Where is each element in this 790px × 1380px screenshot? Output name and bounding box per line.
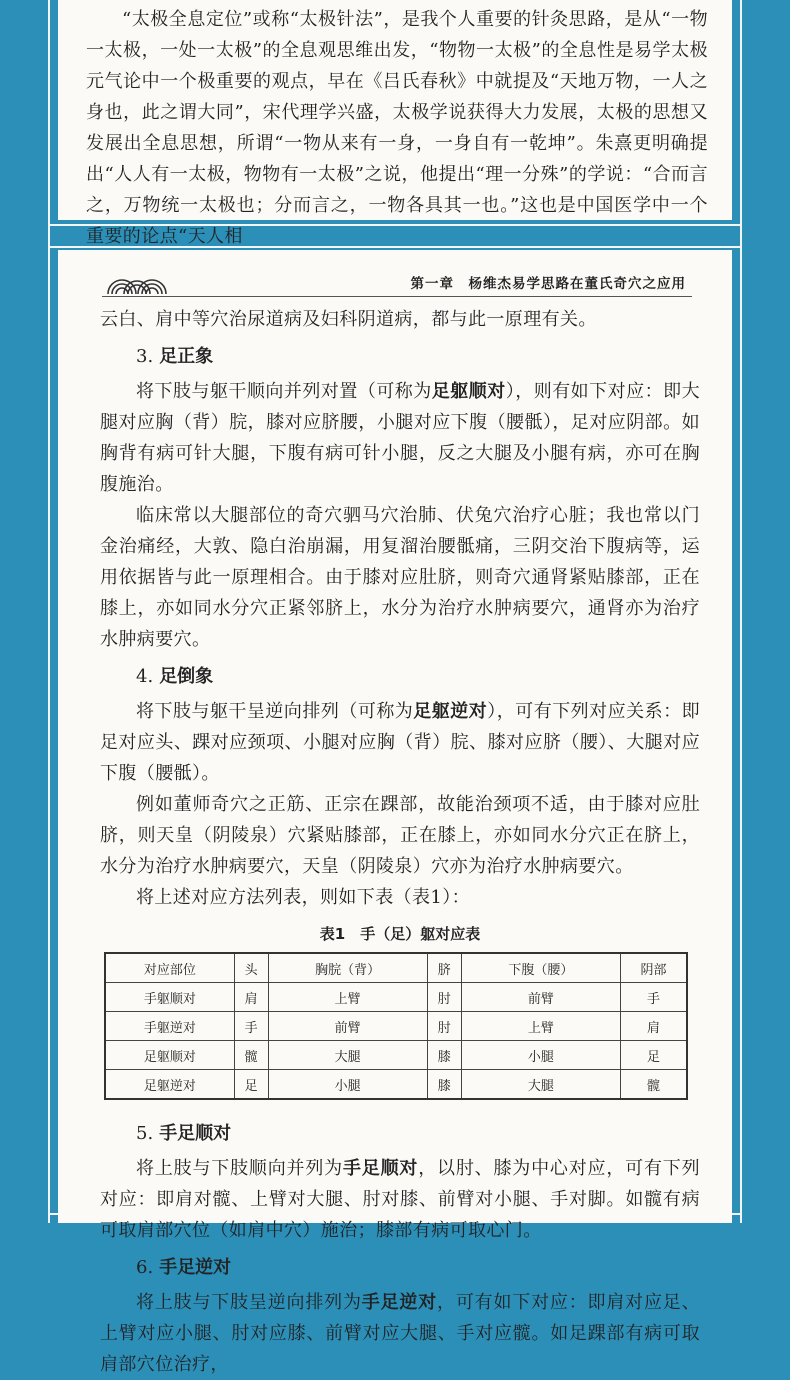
section-5-title bbox=[136, 1118, 700, 1149]
section-4-heading: 足倒象 bbox=[159, 666, 214, 687]
page-main bbox=[58, 250, 732, 1375]
table-cell: 上臂 bbox=[268, 983, 427, 1012]
table-cell: 足 bbox=[234, 1070, 268, 1100]
table-cell: 大腿 bbox=[268, 1041, 427, 1070]
wave-logo-icon bbox=[106, 264, 168, 294]
table-cell: 髋 bbox=[621, 1070, 687, 1100]
table-cell: 前臂 bbox=[461, 983, 620, 1012]
table-cell: 髋 bbox=[234, 1041, 268, 1070]
below-table-block bbox=[100, 1118, 700, 1380]
table-header-cell: 对应部位 bbox=[105, 953, 234, 983]
table-cell: 手 bbox=[234, 1012, 268, 1041]
table-row bbox=[105, 1012, 687, 1041]
section-6-paragraph-1: 将上肢与下肢呈逆向排列为手足逆对，可有如下对应：即肩对应足、上臂对应小腿、肘对应膝、前臂对应大腿、手对应髋。如足踝部有病可取肩部穴位治疗， bbox=[100, 1292, 700, 1375]
section-5-paragraph-1: 将上肢与下肢顺向并列为手足顺对，以肘、膝为中心对应，可有下列对应：即肩对髋、上臂对大腿、肘对膝、前臂对小腿、手对脚。如髋有病可取肩部穴位（如肩中穴）施治；膝部有病可取心门。 bbox=[100, 1158, 701, 1241]
section-3-paragraph-1: 将下肢与躯干顺向并列对置（可称为足躯顺对），则有如下对应：即大腿对应胸（背）脘，膝对应脐腰，小腿对应下腹（腰骶），足对应阴部。如胸背有病可针大腿，下腹有病可针小腿，反之大腿及小腿有病，亦可在胸腹施治。 bbox=[100, 381, 700, 495]
section-3-paragraph-2: 临床常以大腿部位的奇穴驷马穴治肺、伏兔穴治疗心脏；我也常以门金治痛经，大敦、隐白治崩漏，用复溜治腰骶痛，三阴交治下腹病等，运用依据皆与此一原理相合。由于膝对应肚脐，则奇穴通肾紧贴膝部，正在膝上，亦如同水分穴正紧邻脐上，水分为治疗水肿病要穴，通肾亦为治疗水肿病要穴。 bbox=[100, 505, 700, 650]
section-3-number: 3. bbox=[136, 346, 154, 367]
section-3-title bbox=[136, 341, 700, 372]
section-4-paragraph-3: 将上述对应方法列表，则如下表（表1）： bbox=[136, 887, 471, 908]
section-4-paragraph-1: 将下肢与躯干呈逆向排列（可称为足躯逆对），可有下列对应关系：即足对应头、踝对应颈项、小腿对应胸（背）脘、膝对应脐（腰）、大腿对应下腹（腰骶）。 bbox=[100, 701, 700, 784]
table-cell: 肩 bbox=[621, 1012, 687, 1041]
section-4-number: 4. bbox=[136, 666, 154, 687]
table-cell: 小腿 bbox=[268, 1070, 427, 1100]
table-cell: 大腿 bbox=[461, 1070, 620, 1100]
table-cell: 膝 bbox=[427, 1070, 461, 1100]
section-6-heading: 手足逆对 bbox=[159, 1257, 232, 1278]
table-header-cell: 胸脘（背） bbox=[268, 953, 427, 983]
table-header-row bbox=[105, 953, 687, 983]
section-5-heading: 手足顺对 bbox=[159, 1123, 232, 1144]
correspondence-table bbox=[104, 952, 688, 1100]
term-shouzu-shundui: 手足顺对 bbox=[342, 1158, 419, 1179]
section-6-number: 6. bbox=[136, 1257, 154, 1278]
table-cell: 小腿 bbox=[461, 1041, 620, 1070]
frame-line-right bbox=[740, 0, 742, 1223]
section-3-heading: 足正象 bbox=[159, 346, 214, 367]
table-row bbox=[105, 983, 687, 1012]
page-fragment-top bbox=[58, 0, 732, 247]
term-shouzu-nidui: 手足逆对 bbox=[361, 1292, 438, 1313]
table-row bbox=[105, 1070, 687, 1100]
table-cell: 上臂 bbox=[461, 1012, 620, 1041]
table-caption: 表1 手（足）躯对应表 bbox=[319, 925, 481, 943]
table-header-cell: 头 bbox=[234, 953, 268, 983]
table-cell: 肘 bbox=[427, 1012, 461, 1041]
table-cell: 手躯顺对 bbox=[105, 983, 234, 1012]
table-header-cell: 阴部 bbox=[621, 953, 687, 983]
table-cell: 肩 bbox=[234, 983, 268, 1012]
section-4-paragraph-2: 例如董师奇穴之正筋、正宗在踝部，故能治颈项不适，由于膝对应肚脐，则天皇（阴陵泉）穴紧贴膝部，正在膝上，亦如同水分穴正在脐上，水分为治疗水肿病要穴，天皇（阴陵泉）穴亦为治疗水肿病要穴。 bbox=[100, 794, 700, 877]
table-cell: 足 bbox=[621, 1041, 687, 1070]
chapter-title: 第一章 杨维杰易学思路在董氏奇穴之应用 bbox=[410, 276, 686, 292]
section-6-title bbox=[136, 1252, 700, 1283]
term-zuqu-shundui: 足躯顺对 bbox=[431, 381, 506, 402]
table-cell: 前臂 bbox=[268, 1012, 427, 1041]
table-row bbox=[105, 1041, 687, 1070]
table-cell: 手躯逆对 bbox=[105, 1012, 234, 1041]
table-cell: 足躯顺对 bbox=[105, 1041, 234, 1070]
table-cell: 肘 bbox=[427, 983, 461, 1012]
frame-line-left bbox=[48, 0, 50, 1223]
top-paragraph: “太极全息定位”或称“太极针法”，是我个人重要的针灸思路，是从“一物一太极，一处一太极”的全息观思维出发，“物物一太极”的全息性是易学太极元气论中一个极重要的观点，早在《吕氏春秋》中就提及“天地万物，一人之身也，此之谓大同”，宋代理学兴盛，太极学说获得大力发展，太极的思想又发展出全息思想，所谓“一物从来有一身，一身自有一乾坤”。朱熹更明确提出“人人有一太极，物物有一太极”之说，他提出“理一分殊”的学说：“合而言之，万物统一太极也；分而言之，一物各具其一也。”这也是中国医学中一个重要的论点“天人相 bbox=[86, 9, 708, 247]
section-4-title bbox=[136, 661, 700, 692]
section-5-number: 5. bbox=[136, 1123, 154, 1144]
table-header-cell: 脐 bbox=[427, 953, 461, 983]
table-cell: 足躯逆对 bbox=[105, 1070, 234, 1100]
table-cell: 膝 bbox=[427, 1041, 461, 1070]
running-header bbox=[102, 260, 692, 297]
table-cell: 手 bbox=[621, 983, 687, 1012]
table-header-cell: 下腹（腰） bbox=[461, 953, 620, 983]
page-content bbox=[100, 304, 700, 1380]
term-zuqu-nidui: 足躯逆对 bbox=[413, 701, 488, 722]
intro-line: 云白、肩中等穴治尿道病及妇科阴道病，都与此一原理有关。 bbox=[100, 309, 597, 330]
